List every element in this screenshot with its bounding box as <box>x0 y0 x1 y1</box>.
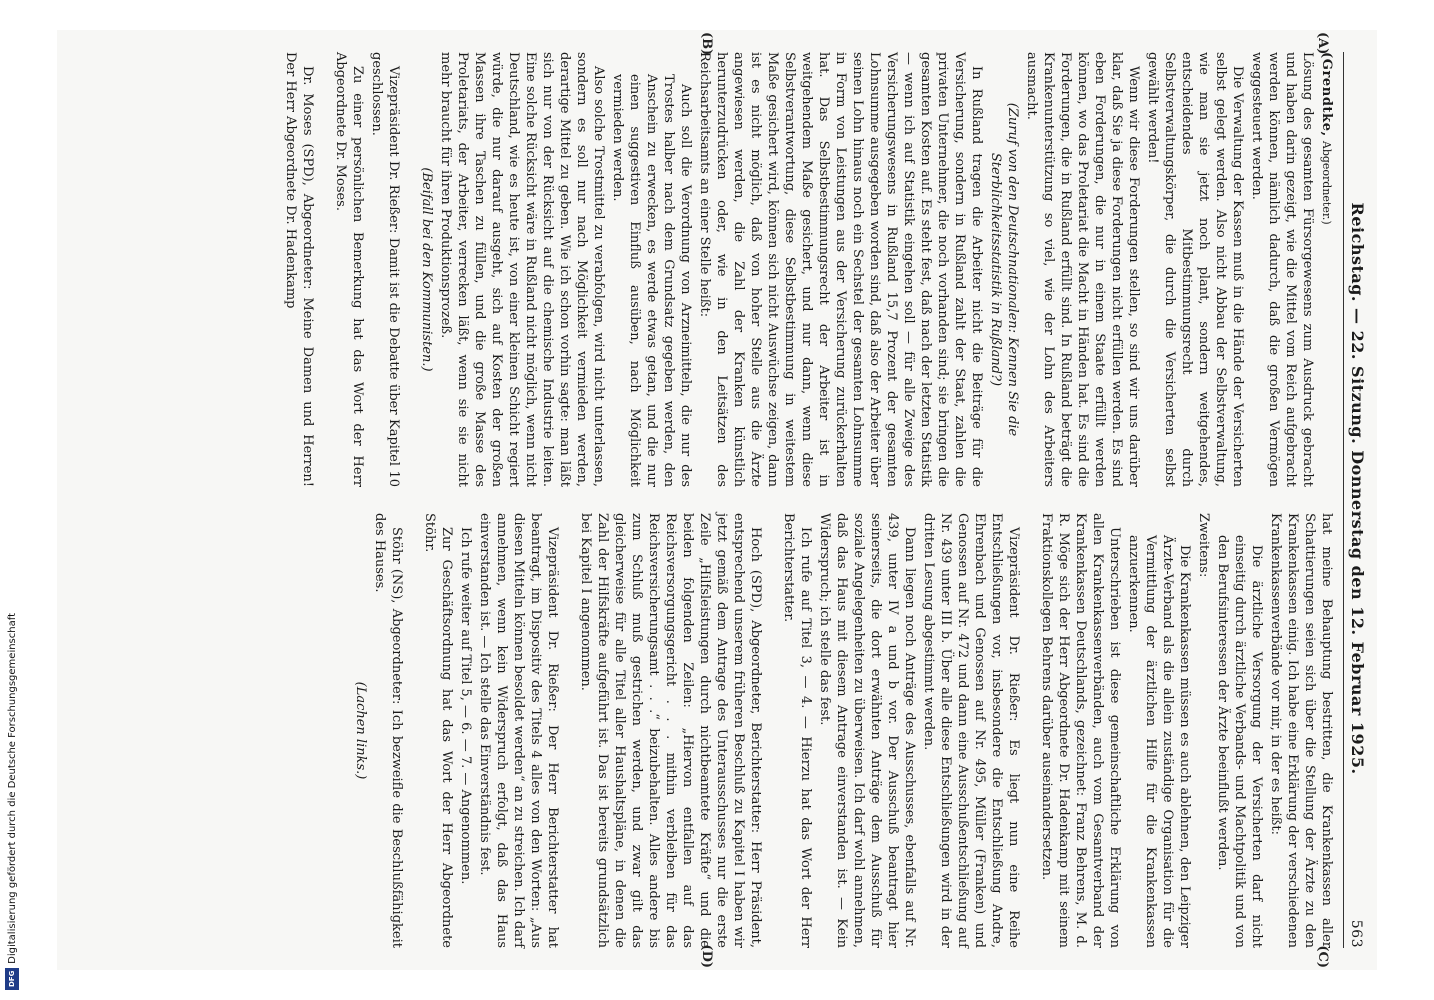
paragraph: In Rußland tragen die Arbeiter nicht die Beiträge für die Versicherung, sondern in Rußland zahlt der Staat, zahlen die privaten Unternehmer, die noch vorhanden sind; sie bringen die gesamten Kosten auf. Es steht fest, daß nach der letzten Statistik — wenn ich auf Statistik eingehen soll — für alle Zweige des Versicherungswesens in Rußland 15,7 Prozent der gesamten Lohnsumme ausgegeben worden sind, daß also der Arbeiter über seinen Lohn hinaus noch ein Sechstel der gesamten Lohnsumme in Form von Leistungen aus der Versicherung zurückerhalten hat. Das Selbstbestimmungsrecht der Arbeiter ist in weitgehendem Maße gesichert, und nur dann, wenn diese Selbstverantwortung, diese Selbstbestimmung in weitestem Maße gesichert wird, können sich nicht Auswüchse zeigen, dann ist es nicht möglich, daß von hoher Stelle aus die Ärzte angewiesen werden, die Zahl der Kranken künstlich herunterzudrücken oder, wie in den Leitsätzen des Reichsarbeitsamts an einer Stelle heißt: <box>697 52 984 487</box>
paragraph: Die Verwaltung der Kassen muß in die Hände der Versicherten selbst gelegt werden. Also nicht Abbau der Selbstverwaltung, wie man sie jetzt noch plant, sondern weitgehendes, entscheidendes Mitbestimmungsrecht durch Selbstverwaltungskörper, die durch die Versicherten selbst gewählt werden! <box>1145 52 1245 487</box>
paragraph: Zu einer persönlichen Bemerkung hat das Wort der Herr Abgeordnete Dr. Moses. <box>333 52 365 487</box>
paragraph: Ich rufe auf Titel 3, — 4. — Hierzu hat das Wort der Herr Berichterstatter. <box>781 513 813 948</box>
applause-note: (Beifall bei den Kommunisten.) <box>419 167 434 372</box>
page-number: 563 <box>1348 919 1364 948</box>
margin-marker-b: (B) <box>699 32 714 56</box>
paragraph: hat meine Behauptung bestritten, die Krankenkassen aller Schattierungen seien sich über die Stellung der Ärzte zu den Krankenkassen einig. Ich habe eine Erklärung der verschiedenen Krankenkassenverbände vor mir, in der es heißt: <box>1268 513 1334 948</box>
header-title: Reichstag. — 22. Sitzung. Donnerstag den 12. Februar 1925. <box>1348 202 1367 775</box>
paragraph: Ich rufe weiter auf Titel 5, — 6. — 7. — Angenommen. <box>458 527 473 885</box>
quotation: Auch soll die Verordnung von Arzneimitteln, die nur des Trostes halber nach dem Grundsatz gegeben werden, den Anschein zu erwecken, es werde etwas getan, und die nur einen suggestiven Einfluß ausüben, nach Möglichkeit vermieden werden. <box>610 74 693 487</box>
paragraph: Dann liegen noch Anträge des Ausschusses, ebenfalls auf Nr. 439, unter IV a und b vor. Der Ausschuß beantragt hier seinerseits, die dort erwähnten Anträge dem Ausschuß für soziale Angelegenheiten zu überweisen. Ich darf wohl annehmen, daß das Haus mit diesem Antrage einverstanden ist. — Kein Widerspruch; ich stelle das fest. <box>817 513 917 948</box>
footer-credit <box>4 10 20 990</box>
quotation: Die Krankenkassen müssen es auch ablehnen, den Leipziger Ärzte-Verband als die allein zuständige Organisation für die Vermittlung der ärztlichen Hilfe für die Krankenkassen anzuerkennen. <box>1126 535 1192 948</box>
speaker-role: Abgeordneter.) <box>1320 140 1333 225</box>
right-column <box>95 513 1335 968</box>
header-spacer <box>1348 52 1366 57</box>
left-column <box>95 32 1335 487</box>
margin-marker-a: (A) <box>1315 32 1330 55</box>
speaker-name: (Grendtke, <box>1319 52 1334 137</box>
margin-marker-c: (C) <box>1315 945 1330 968</box>
margin-marker-d: (D) <box>699 944 714 968</box>
paragraph: Unterschrieben ist diese gemeinschaftliche Erklärung von allen Krankenkassenverbänden, auch vom Gesamtverband der Krankenkassen Deutschlands, gezeichnet: Franz Behrens, M. d. R. Möge sich der Herr Abgeordnete Dr. Hadenkamp mit seinem Fraktionskollegen Behrens darüber auseinandersetzen. <box>1039 513 1122 948</box>
text-columns <box>95 32 1335 968</box>
president-statement: Vizepräsident Dr. Rießer: Damit ist die Debatte über Kapitel 10 geschlossen. <box>369 52 401 487</box>
paragraph: Zweitens: <box>1196 513 1211 578</box>
speaker-heading <box>1318 52 1335 487</box>
president-statement: Vizepräsident Dr. Rießer: Der Herr Berichterstatter hat beantragt, im Dispositiv des Titels 4 alles von den Worten: „Aus diesen Mitteln können besoldet werden“ an zu streichen. Ich darf annehmen, wenn kein Widerspruch erfolgt, daß das Haus einverstanden ist. — Ich stelle das Einverständnis fest. <box>477 513 560 948</box>
paragraph: Also solche Trostmittel zu verabfolgen, wird nicht unterlassen, sondern es soll nur nach Möglichkeit vermieden werden, derartige Mittel zu geben. Wie ich schon vorhin sagte: man läßt sich nur von der Rücksicht auf die chemische Industrie leiten. Eine solche Rücksicht wäre in Rußland nicht möglich, wenn nicht Deutschland, wie es heute ist, von einer kleinen Schicht regiert würde, die nur darauf ausgeht, sich auf Kosten der großen Massen ihre Taschen zu füllen, und die große Masse des Proletariats, der Arbeiter, verrecken läßt, wenn sie sie nicht mehr braucht für ihren Produktionsprozeß. <box>438 52 606 487</box>
interjection: (Zuruf von den Deutschnationalen: Kennen Sie die Sterblichkeitsstatistik in Rußland?) <box>988 102 1020 437</box>
president-statement: Vizepräsident Dr. Rießer: Es liegt nun eine Reihe Entschließungen vor, insbesondere die Entschließung Andre, Ehrenbach und Genossen auf Nr. 495, Müller (Franken) und Genossen auf Nr. 472 und dann eine Ausschußentschließung auf Nr. 439 unter III b. Über alle diese Entschließungen wird in der dritten Lesung abgestimmt werden. <box>921 513 1021 948</box>
paragraph: Lösung des gesamten Fürsorgewesens zum Ausdruck gebracht und haben darin gezeigt, wie die Mittel vom Reich aufgebracht werden können, nämlich dadurch, daß die großen Vermögen weggesteuert werden. <box>1249 52 1315 487</box>
paragraph: Wenn wir diese Forderungen stellen, so sind wir uns darüber klar, daß Sie ja diese Forderungen nicht erfüllen werden. Es sind eben Forderungen, die nur in einem Staate erfüllt werden können, wo das Proletariat die Macht in Händen hat. Es sind die Forderungen, die in Rußland erfüllt sind. In Rußland beträgt die Krankenunterstützung so viel, wie der Lohn des Arbeiters ausmacht. <box>1024 52 1141 487</box>
dfg-logo: DFG <box>5 968 19 990</box>
quotation: Die ärztliche Versorgung der Versicherten darf nicht einseitig durch ärztliche Verbands- und Machtpolitik und von den Berufsinteressen der Ärzte beeinflußt werden. <box>1215 535 1264 948</box>
funding-credit: Digitalisierung gefördert durch die Deutsche Forschungsgemeinschaft <box>6 613 18 964</box>
page-header <box>1343 52 1367 948</box>
speech-start: Dr. Moses (SPD), Abgeordneter: Meine Damen und Herren! Der Herr Abgeordnete Dr. Hadenkamp <box>283 52 315 487</box>
rapporteur-statement: Hoch (SPD), Abgeordneter, Berichterstatter: Herr Präsident, entsprechend unserem früheren Beschluß zu Kapitel I haben wir jetzt gemäß dem Antrage des Unterausschusses nur die erste Zeile „Hilfsleistungen durch nichtbeamtete Kräfte“ und die beiden folgenden Zeilen: „Hiervon entfallen auf das Reichsversorgungsgericht . . . mithin verbleiben für das Reichsversicherungsamt . . .“ beizubehalten. Alles andere bis zum Schluß muß gestrichen werden, und zwar gilt das gleicherweise für alle Titel aller Haushaltspläne, in denen die Zahl der Hilfskräfte aufgeführt ist. Das ist bereits grundsätzlich bei Kapitel I angenommen. <box>578 513 763 948</box>
laughter-note: (Lachen links.) <box>353 681 368 780</box>
speech-start: Stöhr (NS), Abgeordneter: Ich bezweifle die Beschlußfähigkeit des Hauses. <box>372 513 404 948</box>
paragraph: Zur Geschäftsordnung hat das Wort der Herr Abgeordnete Stöhr. <box>422 513 454 948</box>
document-page <box>57 30 1377 970</box>
